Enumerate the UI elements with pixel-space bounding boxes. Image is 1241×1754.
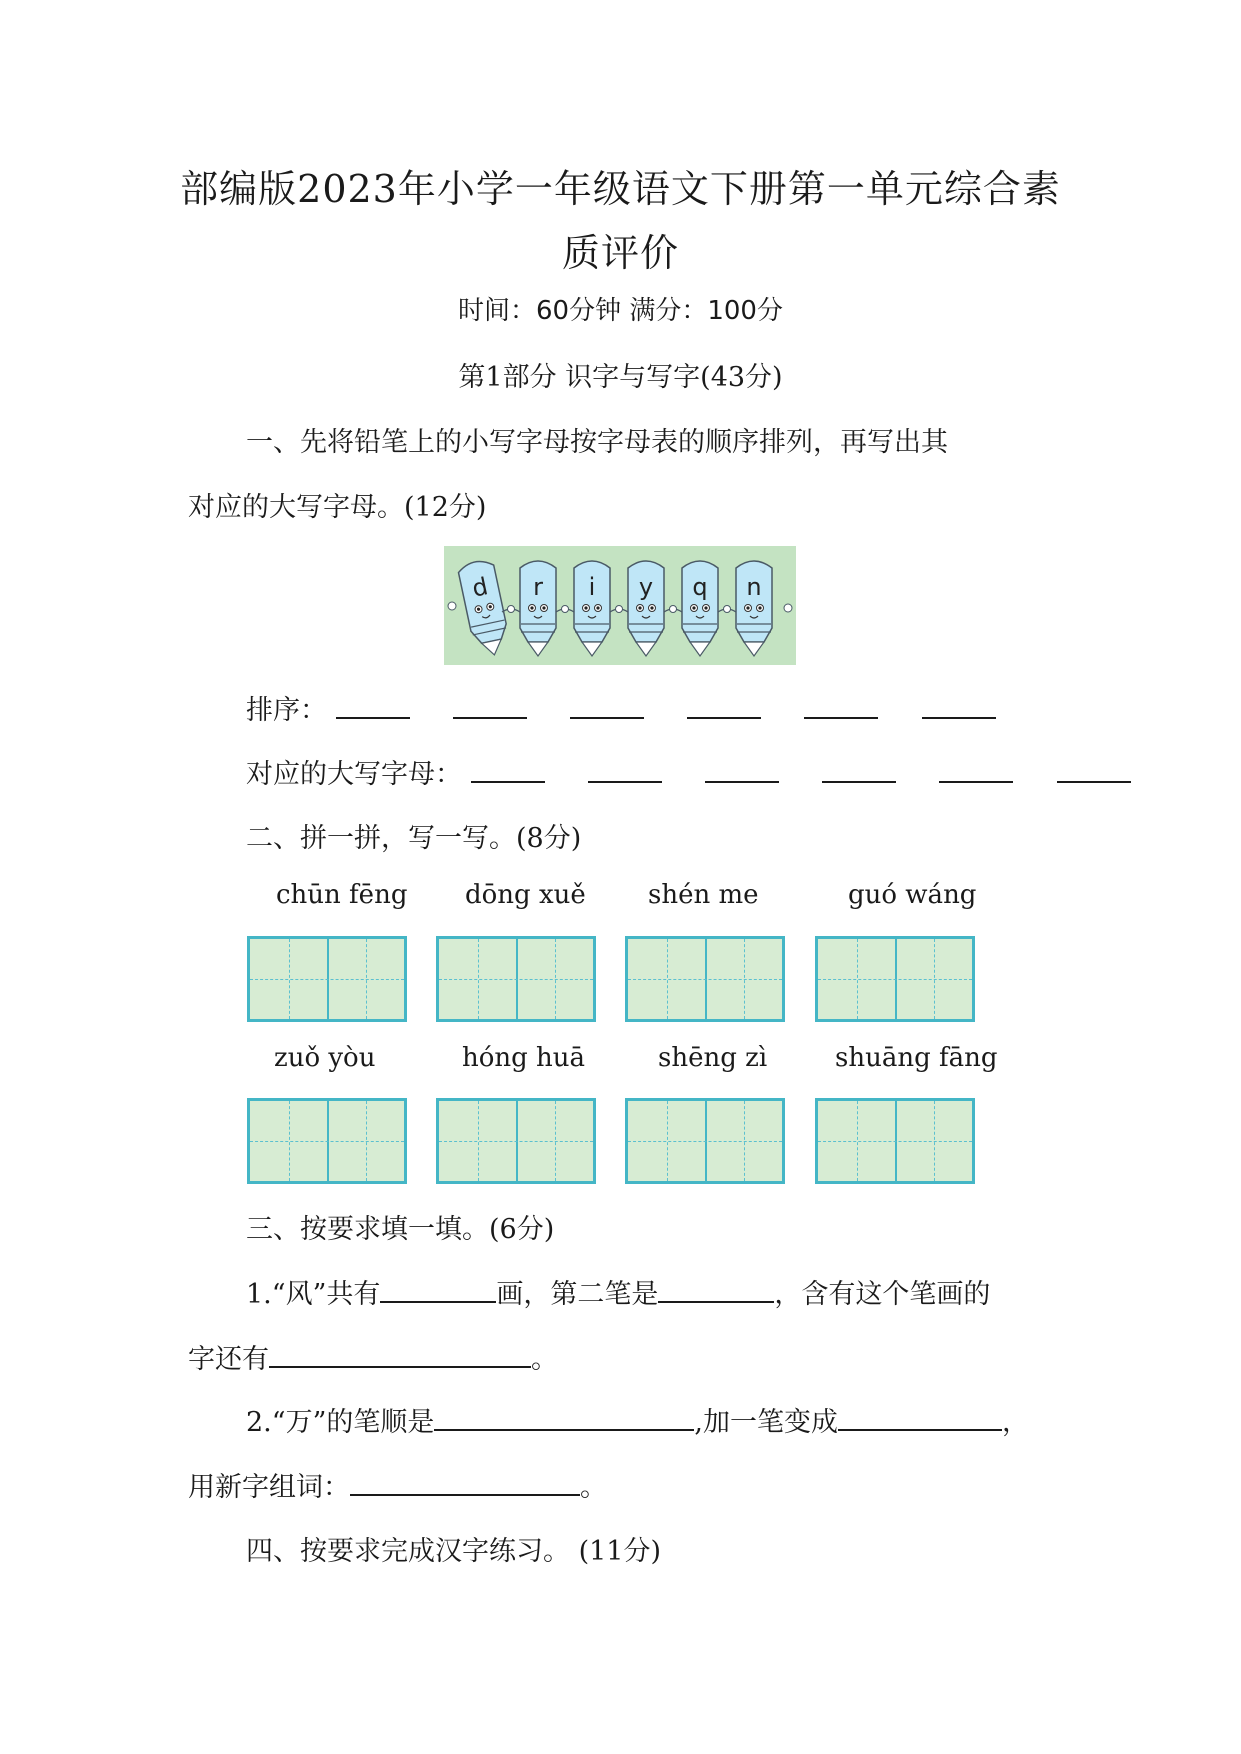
upper-blank-2[interactable] [588, 757, 662, 783]
pencil-letters-image [444, 546, 796, 665]
q3-item1-line1 [246, 1272, 990, 1311]
sort-blank-5[interactable] [804, 693, 878, 719]
writing-grid[interactable] [815, 1098, 975, 1184]
pencil-2 [520, 561, 556, 656]
pencil-letter: d [469, 572, 491, 603]
second-stroke-blank[interactable] [658, 1277, 774, 1303]
new-char-blank[interactable] [838, 1405, 1002, 1431]
q3-item1-text-b: 画，第二笔是 [496, 1279, 659, 1310]
pencil-6 [736, 561, 772, 656]
sort-blank-2[interactable] [453, 693, 527, 719]
q3-item1-text-c: ，含有这个笔画的 [774, 1279, 991, 1310]
q3-item1-line2 [188, 1337, 558, 1376]
q3-item2-text-b: ,加一笔变成 [694, 1407, 838, 1438]
q3-heading: 三、按要求填一填。(6分) [246, 1214, 555, 1245]
pinyin-3: shén me [648, 880, 759, 910]
pencil-letter: y [638, 573, 654, 601]
pinyin-5: zuǒ yòu [274, 1043, 376, 1073]
pinyin-8: shuāng fāng [835, 1043, 998, 1073]
pencil-letter: n [746, 573, 762, 601]
exam-meta: 时间：60分钟 满分：100分 [458, 296, 783, 326]
writing-grid[interactable] [436, 1098, 596, 1184]
document-title-line2: 质评价 [561, 231, 679, 275]
q3-item2-text-a: 2.“万”的笔顺是 [246, 1407, 435, 1438]
writing-grid[interactable] [625, 1098, 785, 1184]
pencil-5 [682, 561, 718, 656]
pinyin-6: hóng huā [462, 1043, 586, 1073]
upper-blank-5[interactable] [939, 757, 1013, 783]
sort-blank-3[interactable] [570, 693, 644, 719]
pencil-3 [574, 561, 610, 656]
sort-blank-6[interactable] [922, 693, 996, 719]
pinyin-4: guó wáng [848, 880, 977, 910]
part1-heading: 第1部分 识字与写字(43分) [458, 362, 783, 393]
upper-blank-1[interactable] [471, 757, 545, 783]
uppercase-label: 对应的大写字母： [246, 759, 462, 790]
same-stroke-chars-blank[interactable] [269, 1342, 531, 1368]
pencil-4 [628, 561, 664, 656]
q3-item2-text-e: 。 [580, 1472, 607, 1503]
q3-item2-text-c: ， [1001, 1407, 1029, 1438]
q3-item2-line1 [246, 1400, 1029, 1439]
q1-prompt-line2: 对应的大写字母。(12分) [188, 492, 487, 523]
q4-heading: 四、按要求完成汉字练习。 (11分) [246, 1536, 662, 1567]
upper-blank-6[interactable] [1057, 757, 1131, 783]
writing-grid[interactable] [625, 936, 785, 1022]
q2-heading: 二、拼一拼，写一写。(8分) [246, 823, 582, 854]
pencil-1 [457, 558, 512, 658]
upper-blank-3[interactable] [705, 757, 779, 783]
sort-row [246, 688, 996, 727]
q3-item2-text-d: 用新字组词： [188, 1472, 350, 1503]
sort-label: 排序： [246, 695, 327, 726]
q3-item1-text-e: 。 [531, 1344, 558, 1375]
writing-grid[interactable] [247, 1098, 407, 1184]
pencil-letter: q [692, 573, 708, 601]
pinyin-1: chūn fēng [276, 880, 408, 910]
upper-blank-4[interactable] [822, 757, 896, 783]
pinyin-2: dōng xuě [465, 880, 586, 910]
q3-item1-text-d: 字还有 [188, 1344, 269, 1375]
sort-blank-4[interactable] [687, 693, 761, 719]
pencil-letter: r [533, 573, 543, 601]
writing-grid[interactable] [815, 936, 975, 1022]
sort-blank-1[interactable] [336, 693, 410, 719]
pinyin-7: shēng zì [658, 1043, 768, 1073]
new-word-blank[interactable] [350, 1470, 580, 1496]
stroke-order-blank[interactable] [434, 1405, 694, 1431]
pencil-letter: i [588, 573, 596, 601]
pencil-illustration [444, 546, 796, 665]
q3-item2-line2 [188, 1465, 607, 1504]
document-title-line1: 部编版2023年小学一年级语文下册第一单元综合素 [180, 167, 1061, 211]
uppercase-row [246, 752, 1131, 791]
q1-prompt-line1: 一、先将铅笔上的小写字母按字母表的顺序排列，再写出其 [246, 427, 948, 458]
writing-grid[interactable] [247, 936, 407, 1022]
q3-item1-text-a: 1.“风”共有 [246, 1279, 381, 1310]
writing-grid[interactable] [436, 936, 596, 1022]
stroke-count-blank[interactable] [380, 1277, 496, 1303]
